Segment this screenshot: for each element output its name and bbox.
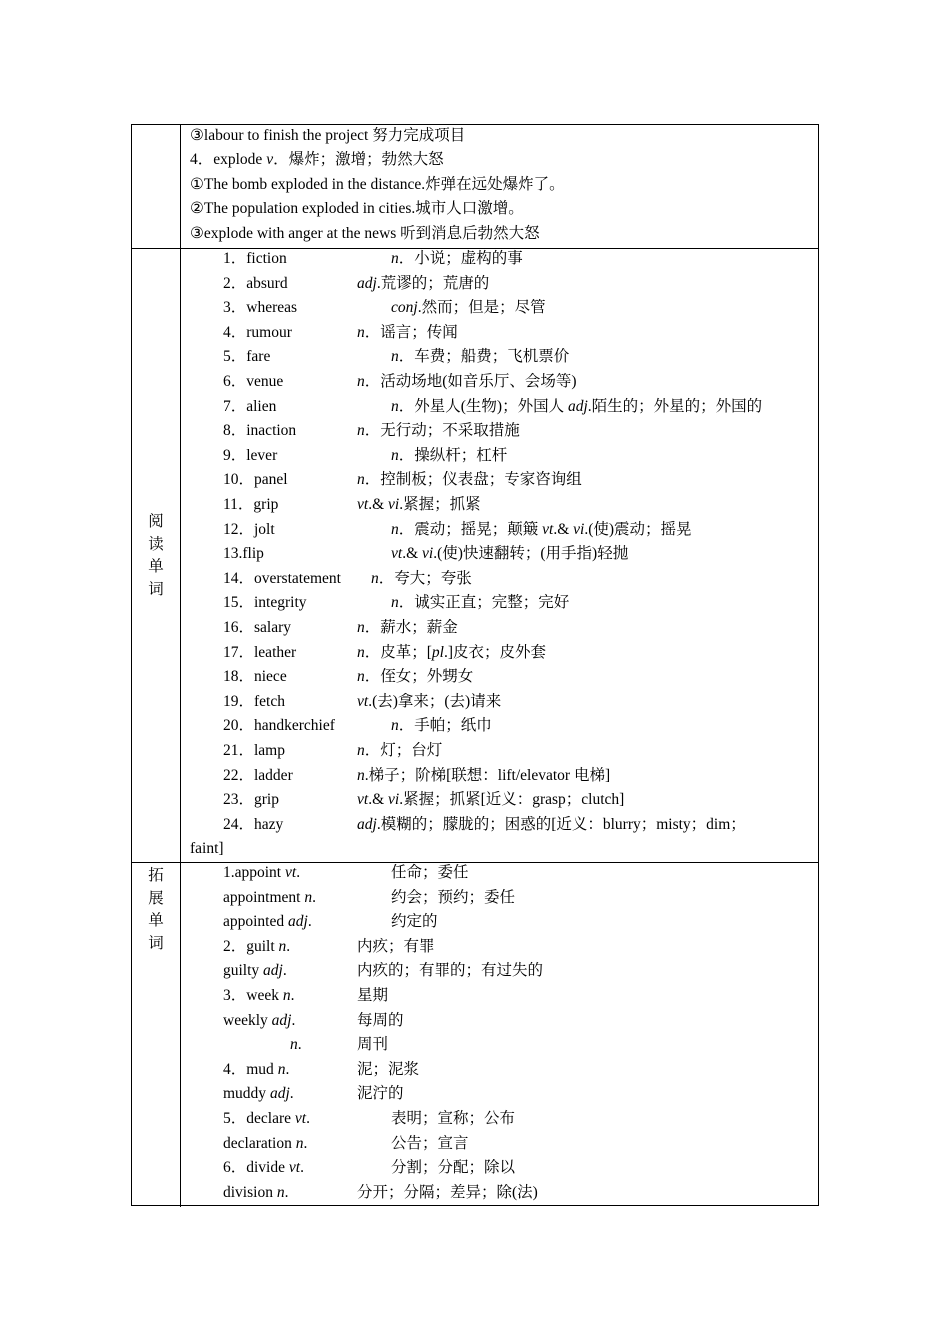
entry-definition: 约定的	[391, 913, 438, 931]
row-content-cell	[181, 249, 818, 862]
entry-word: 13.flip	[223, 545, 264, 563]
entry-definition: vt.& vi.紧握；抓紧	[357, 496, 481, 513]
entry-line	[181, 1107, 818, 1132]
entry-line	[181, 1033, 818, 1058]
entry-definition: 任命；委任	[391, 864, 469, 881]
entry-word: 1．fiction	[223, 250, 287, 267]
row-content-cell	[181, 863, 818, 1207]
entry-line	[181, 591, 818, 616]
entry-line	[181, 641, 818, 666]
entry-word: declaration n.	[223, 1134, 308, 1152]
entry-word: 17．leather	[223, 643, 297, 661]
entry-definition: adj.模糊的；朦胧的；困惑的[近义：blurry；misty；dim；	[357, 815, 746, 833]
entry-definition: n．活动场地(如音乐厅、会场等)	[357, 373, 577, 390]
entry-word: ③explode with anger at the news 听到消息后勃然大怒	[190, 224, 540, 242]
entry-line	[181, 567, 818, 592]
entry-word: 1.appoint vt.	[223, 864, 301, 881]
entry-word: appointment n.	[223, 888, 316, 906]
entry-line	[181, 886, 818, 911]
entry-definition: adj.荒谬的；荒唐的	[357, 274, 490, 292]
row-label-cell	[132, 249, 181, 862]
entry-definition: n．薪水；薪金	[357, 619, 458, 636]
entry-word: 23．grip	[223, 791, 279, 809]
entry-definition: 分割；分配；除以	[391, 1159, 516, 1177]
entry-word: 11．grip	[223, 496, 279, 513]
entry-word: ②The population exploded in cities.城市人口激增。	[190, 200, 524, 218]
entry-definition: 内疚的；有罪的；有过失的	[357, 962, 544, 980]
entry-line	[181, 468, 818, 493]
entry-word: 21．lamp	[223, 742, 285, 759]
entry-word: muddy adj.	[223, 1085, 294, 1103]
entry-line	[181, 370, 818, 395]
entry-line	[181, 788, 818, 813]
entry-word: guilty adj.	[223, 962, 287, 980]
entry-line	[181, 690, 818, 715]
entry-word: ①The bomb exploded in the distance.炸弹在远处爆炸了。	[190, 175, 565, 193]
entry-line	[181, 395, 818, 420]
entry-line	[181, 935, 818, 960]
entry-definition: n．夸大；夸张	[371, 569, 472, 587]
row-label: 阅 读 单 词	[148, 513, 164, 598]
entry-word: 19．fetch	[223, 692, 285, 710]
entry-definition: vt.& vi.紧握；抓紧[近义：grasp；clutch]	[357, 791, 625, 809]
entry-word: 3．whereas	[223, 299, 298, 317]
entry-line	[181, 444, 818, 469]
entry-definition: n．谣言；传闻	[357, 323, 458, 341]
entry-definition: n．灯；台灯	[357, 742, 443, 759]
entry-definition: n．侄女；外甥女	[357, 668, 474, 686]
entry-word: 10．panel	[223, 471, 288, 489]
entry-definition: 星期	[357, 987, 389, 1004]
entry-definition: n．小说；虚构的事	[391, 250, 523, 267]
entry-line	[181, 197, 818, 222]
row-content-cell	[181, 125, 818, 248]
entry-line	[181, 739, 818, 764]
entry-word: 4．rumour	[223, 323, 292, 341]
entry-word: 4．mud n.	[223, 1060, 290, 1078]
entry-line	[181, 910, 818, 935]
entry-definition: vt.(去)拿来；(去)请来	[357, 692, 502, 710]
entry-word: division n.	[223, 1183, 289, 1201]
entry-line	[181, 616, 818, 641]
entry-word: 2．guilt n.	[223, 937, 291, 955]
entry-line	[181, 222, 818, 247]
entry-line	[181, 1132, 818, 1157]
entry-word: n.	[290, 1036, 302, 1054]
entry-definition: 内疚；有罪	[357, 937, 435, 955]
entry-definition: n．手帕；纸巾	[391, 717, 492, 735]
entry-definition: n．车费；船费；飞机票价	[391, 348, 570, 366]
entry-definition: n．无行动；不采取措施	[357, 422, 520, 440]
entry-word: appointed adj.	[223, 913, 312, 931]
entry-definition: conj.然而；但是；尽管	[391, 299, 546, 317]
entry-definition: 泥泞的	[357, 1085, 404, 1103]
entry-word: 5．declare vt.	[223, 1110, 310, 1127]
entry-word: 14．overstatement	[223, 569, 341, 587]
entry-line	[181, 714, 818, 739]
entry-definition: n．皮革；[pl.]皮衣；皮外套	[357, 643, 547, 661]
entry-definition: 周刊	[357, 1036, 389, 1054]
row-label-cell	[132, 125, 181, 248]
entry-line	[181, 173, 818, 198]
entry-word: 4．explode v．爆炸；激增；勃然大怒	[190, 151, 444, 169]
entry-word: 8．inaction	[223, 422, 297, 440]
entry-line	[181, 959, 818, 984]
entry-word: 22．ladder	[223, 766, 293, 784]
entry-line	[181, 124, 818, 149]
entry-definition: 约会；预约；委任	[391, 888, 516, 906]
entry-line	[181, 419, 818, 444]
entry-definition: 公告；宣言	[391, 1134, 469, 1152]
entry-word: ③labour to finish the project 努力完成项目	[190, 126, 466, 144]
vocabulary-table	[131, 124, 819, 1206]
entry-line	[181, 247, 818, 272]
entry-definition: 分开；分隔；差异；除(法)	[357, 1183, 538, 1201]
entry-line	[181, 321, 818, 346]
entry-word: weekly adj.	[223, 1011, 296, 1029]
entry-word: 3．week n.	[223, 987, 295, 1004]
entry-word: 16．salary	[223, 619, 292, 636]
entry-word: 6．venue	[223, 373, 284, 390]
entry-line	[181, 665, 818, 690]
entry-definition: n．控制板；仪表盘；专家咨询组	[357, 471, 582, 489]
entry-definition: n.梯子；阶梯[联想：lift/elevator 电梯]	[357, 766, 611, 784]
entry-line	[181, 148, 818, 173]
entry-word: 9．lever	[223, 446, 278, 464]
entry-word: 7．alien	[223, 397, 277, 415]
entry-line	[181, 813, 818, 838]
entry-word: 5．fare	[223, 348, 271, 366]
entry-line	[181, 542, 818, 567]
entry-word: 20．handkerchief	[223, 717, 335, 735]
row-extended-words	[132, 862, 818, 1207]
entry-line	[181, 345, 818, 370]
entry-line	[181, 984, 818, 1009]
entry-line	[181, 861, 818, 886]
entry-definition: 每周的	[357, 1011, 404, 1029]
entry-definition: n．操纵杆；杠杆	[391, 446, 508, 464]
entry-line	[181, 1082, 818, 1107]
entry-word: 18．niece	[223, 668, 287, 686]
entry-line	[181, 1181, 818, 1206]
entry-definition: 泥；泥浆	[357, 1060, 420, 1078]
entry-line	[181, 518, 818, 543]
row-label: 拓 展 单 词	[148, 867, 164, 952]
entry-word: 24．hazy	[223, 815, 284, 833]
entry-line	[181, 837, 818, 862]
entry-definition: 表明；宣称；公布	[391, 1110, 516, 1127]
entry-word: faint]	[190, 840, 224, 858]
entry-definition: n．外星人(生物)；外国人 adj.陌生的；外星的；外国的	[391, 397, 763, 415]
row-word-usage	[132, 125, 818, 248]
entry-word: 2．absurd	[223, 274, 288, 292]
entry-word: 15．integrity	[223, 594, 307, 612]
entry-line	[181, 1156, 818, 1181]
entry-line	[181, 272, 818, 297]
entry-definition: n．震动；摇晃；颠簸 vt.& vi.(使)震动；摇晃	[391, 520, 692, 538]
entry-line	[181, 1009, 818, 1034]
entry-line	[181, 296, 818, 321]
entry-definition: n．诚实正直；完整；完好	[391, 594, 570, 612]
entry-word: 6．divide vt.	[223, 1159, 304, 1177]
row-label-cell	[132, 863, 181, 1207]
row-reading-words	[132, 248, 818, 862]
entry-line	[181, 764, 818, 789]
entry-line	[181, 1058, 818, 1083]
entry-definition: vt.& vi.(使)快速翻转；(用手指)轻抛	[391, 545, 629, 563]
entry-word: 12．jolt	[223, 520, 275, 538]
entry-line	[181, 493, 818, 518]
